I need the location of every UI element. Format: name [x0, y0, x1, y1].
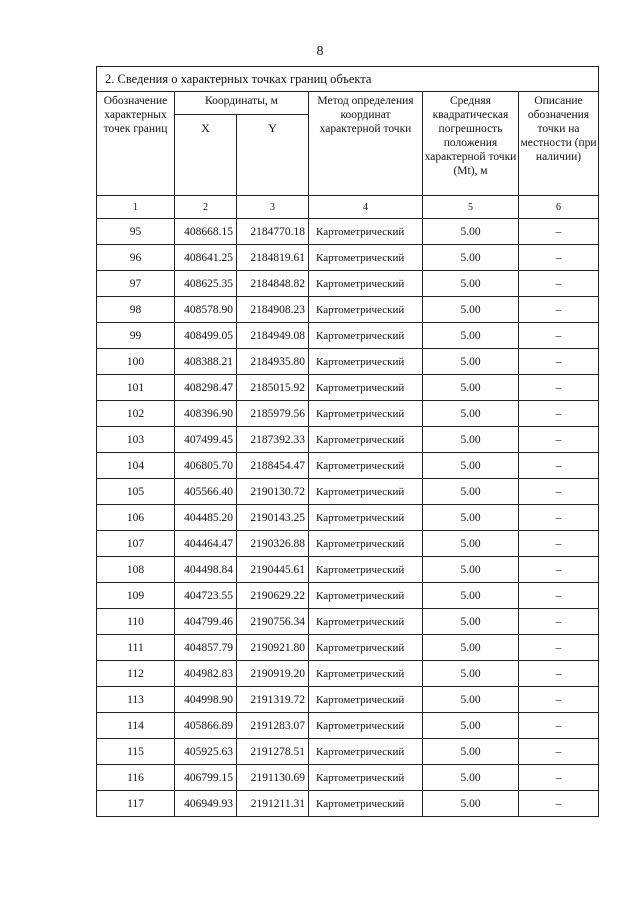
cell-description: – [519, 765, 599, 791]
cell-point: 106 [97, 505, 175, 531]
header-y: Y [237, 115, 309, 196]
table-row [97, 687, 599, 713]
column-number-row [97, 196, 599, 219]
cell-description: – [519, 323, 599, 349]
cell-x: 408668.15 [175, 219, 237, 245]
cell-error: 5.00 [423, 271, 519, 297]
cell-y: 2191211.31 [237, 791, 309, 817]
cell-method: Картометрический [309, 349, 423, 375]
cell-error: 5.00 [423, 635, 519, 661]
cell-x: 404498.84 [175, 557, 237, 583]
cell-x: 404857.79 [175, 635, 237, 661]
cell-point: 113 [97, 687, 175, 713]
cell-y: 2190326.88 [237, 531, 309, 557]
cell-error: 5.00 [423, 661, 519, 687]
cell-description: – [519, 401, 599, 427]
cell-method: Картометрический [309, 219, 423, 245]
cell-point: 116 [97, 765, 175, 791]
cell-method: Картометрический [309, 739, 423, 765]
header-description: Описание обозначения точки на местности (при наличии) [519, 92, 599, 196]
cell-point: 114 [97, 713, 175, 739]
cell-x: 406805.70 [175, 453, 237, 479]
cell-y: 2191283.07 [237, 713, 309, 739]
cell-y: 2185979.56 [237, 401, 309, 427]
table-row [97, 219, 599, 245]
table-row [97, 349, 599, 375]
table-row [97, 635, 599, 661]
cell-x: 405925.63 [175, 739, 237, 765]
cell-error: 5.00 [423, 791, 519, 817]
cell-error: 5.00 [423, 427, 519, 453]
cell-point: 110 [97, 609, 175, 635]
cell-y: 2184848.82 [237, 271, 309, 297]
cell-description: – [519, 297, 599, 323]
cell-error: 5.00 [423, 219, 519, 245]
cell-point: 112 [97, 661, 175, 687]
cell-point: 100 [97, 349, 175, 375]
cell-y: 2191278.51 [237, 739, 309, 765]
cell-description: – [519, 453, 599, 479]
cell-method: Картометрический [309, 583, 423, 609]
cell-point: 107 [97, 531, 175, 557]
cell-x: 408578.90 [175, 297, 237, 323]
cell-y: 2184949.08 [237, 323, 309, 349]
table-row [97, 375, 599, 401]
cell-point: 115 [97, 739, 175, 765]
cell-description: – [519, 557, 599, 583]
cell-x: 408396.90 [175, 401, 237, 427]
cell-y: 2185015.92 [237, 375, 309, 401]
cell-error: 5.00 [423, 739, 519, 765]
cell-point: 98 [97, 297, 175, 323]
cell-y: 2190445.61 [237, 557, 309, 583]
cell-method: Картометрический [309, 453, 423, 479]
cell-description: – [519, 375, 599, 401]
cell-point: 97 [97, 271, 175, 297]
cell-point: 108 [97, 557, 175, 583]
cell-method: Картометрический [309, 661, 423, 687]
section-title: 2. Сведения о характерных точках границ объекта [97, 67, 599, 92]
cell-error: 5.00 [423, 765, 519, 791]
cell-description: – [519, 791, 599, 817]
table-row [97, 323, 599, 349]
table-row [97, 297, 599, 323]
cell-error: 5.00 [423, 453, 519, 479]
cell-x: 407499.45 [175, 427, 237, 453]
cell-y: 2191130.69 [237, 765, 309, 791]
cell-method: Картометрический [309, 297, 423, 323]
cell-error: 5.00 [423, 557, 519, 583]
cell-error: 5.00 [423, 713, 519, 739]
cell-description: – [519, 427, 599, 453]
table-row [97, 479, 599, 505]
cell-y: 2190143.25 [237, 505, 309, 531]
cell-error: 5.00 [423, 687, 519, 713]
cell-error: 5.00 [423, 245, 519, 271]
cell-x: 404485.20 [175, 505, 237, 531]
cell-y: 2184935.80 [237, 349, 309, 375]
cell-method: Картометрический [309, 323, 423, 349]
cell-method: Картометрический [309, 505, 423, 531]
cell-description: – [519, 687, 599, 713]
cell-error: 5.00 [423, 479, 519, 505]
cell-error: 5.00 [423, 349, 519, 375]
cell-x: 404464.47 [175, 531, 237, 557]
cell-x: 408641.25 [175, 245, 237, 271]
cell-method: Картометрический [309, 401, 423, 427]
header-coordinates: Координаты, м [175, 92, 309, 115]
cell-x: 408388.21 [175, 349, 237, 375]
cell-description: – [519, 479, 599, 505]
header-x: X [175, 115, 237, 196]
cell-x: 405566.40 [175, 479, 237, 505]
cell-point: 95 [97, 219, 175, 245]
cell-point: 102 [97, 401, 175, 427]
cell-point: 111 [97, 635, 175, 661]
cell-y: 2190921.80 [237, 635, 309, 661]
column-number: 6 [519, 196, 599, 219]
boundary-points-table [96, 66, 599, 817]
cell-description: – [519, 505, 599, 531]
table-body [97, 219, 599, 817]
cell-description: – [519, 609, 599, 635]
cell-point: 101 [97, 375, 175, 401]
header-method: Метод определения координат характерной точки [309, 92, 423, 196]
table-row [97, 739, 599, 765]
cell-y: 2188454.47 [237, 453, 309, 479]
cell-description: – [519, 349, 599, 375]
cell-y: 2184819.61 [237, 245, 309, 271]
cell-description: – [519, 531, 599, 557]
header-error: Средняя квадратическая погрешность положения характерной точки (Mt), м [423, 92, 519, 196]
cell-point: 109 [97, 583, 175, 609]
cell-description: – [519, 713, 599, 739]
column-number: 4 [309, 196, 423, 219]
cell-point: 104 [97, 453, 175, 479]
table-row [97, 765, 599, 791]
cell-y: 2190756.34 [237, 609, 309, 635]
cell-method: Картометрический [309, 687, 423, 713]
column-number: 1 [97, 196, 175, 219]
header-designation: Обозначение характерных точек границ [97, 92, 175, 196]
cell-point: 103 [97, 427, 175, 453]
page-number: 8 [316, 44, 324, 59]
cell-point: 99 [97, 323, 175, 349]
cell-y: 2184908.23 [237, 297, 309, 323]
cell-error: 5.00 [423, 531, 519, 557]
cell-x: 404723.55 [175, 583, 237, 609]
cell-description: – [519, 219, 599, 245]
cell-method: Картометрический [309, 765, 423, 791]
cell-error: 5.00 [423, 609, 519, 635]
cell-x: 408499.05 [175, 323, 237, 349]
cell-method: Картометрический [309, 609, 423, 635]
cell-description: – [519, 661, 599, 687]
cell-y: 2190629.22 [237, 583, 309, 609]
table-row [97, 401, 599, 427]
table-row [97, 271, 599, 297]
cell-method: Картометрический [309, 427, 423, 453]
cell-y: 2191319.72 [237, 687, 309, 713]
cell-method: Картометрический [309, 713, 423, 739]
table-row [97, 713, 599, 739]
cell-description: – [519, 271, 599, 297]
cell-method: Картометрический [309, 479, 423, 505]
cell-y: 2187392.33 [237, 427, 309, 453]
cell-error: 5.00 [423, 323, 519, 349]
cell-y: 2184770.18 [237, 219, 309, 245]
cell-method: Картометрический [309, 557, 423, 583]
cell-method: Картометрический [309, 791, 423, 817]
cell-x: 404799.46 [175, 609, 237, 635]
cell-error: 5.00 [423, 583, 519, 609]
cell-x: 404998.90 [175, 687, 237, 713]
cell-method: Картометрический [309, 375, 423, 401]
cell-description: – [519, 583, 599, 609]
cell-x: 404982.83 [175, 661, 237, 687]
cell-x: 406949.93 [175, 791, 237, 817]
cell-point: 117 [97, 791, 175, 817]
table-row [97, 245, 599, 271]
table-row [97, 791, 599, 817]
cell-error: 5.00 [423, 375, 519, 401]
cell-method: Картометрический [309, 245, 423, 271]
cell-error: 5.00 [423, 401, 519, 427]
column-number: 3 [237, 196, 309, 219]
cell-point: 96 [97, 245, 175, 271]
column-number: 2 [175, 196, 237, 219]
table-row [97, 661, 599, 687]
cell-description: – [519, 739, 599, 765]
table-row [97, 609, 599, 635]
cell-x: 408625.35 [175, 271, 237, 297]
cell-x: 405866.89 [175, 713, 237, 739]
cell-error: 5.00 [423, 297, 519, 323]
table-row [97, 505, 599, 531]
cell-point: 105 [97, 479, 175, 505]
cell-x: 408298.47 [175, 375, 237, 401]
cell-x: 406799.15 [175, 765, 237, 791]
table-row [97, 583, 599, 609]
table-row [97, 557, 599, 583]
cell-method: Картометрический [309, 271, 423, 297]
cell-error: 5.00 [423, 505, 519, 531]
cell-description: – [519, 245, 599, 271]
cell-y: 2190130.72 [237, 479, 309, 505]
cell-y: 2190919.20 [237, 661, 309, 687]
cell-method: Картометрический [309, 531, 423, 557]
column-number: 5 [423, 196, 519, 219]
table-row [97, 427, 599, 453]
table-row [97, 453, 599, 479]
cell-method: Картометрический [309, 635, 423, 661]
cell-description: – [519, 635, 599, 661]
table-row [97, 531, 599, 557]
